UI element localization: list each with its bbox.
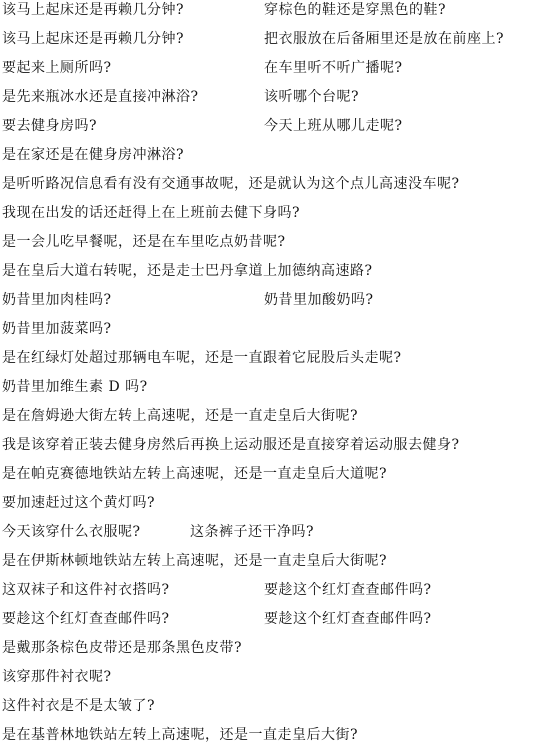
text-line [2,290,374,319]
line-text: 我是该穿着正装去健身房然后再换上运动服还是直接穿着运动服去健身? [2,437,460,453]
line-text: 该穿那件衬衣呢? [2,669,112,685]
line-text: 是听听路况信息看有没有交通事故呢，还是就认为这个点儿高速没车呢? [2,176,460,192]
line-text: 是在红绿灯处超过那辆电车呢，还是一直跟着它屁股后头走呢? [2,350,402,366]
text-line [2,232,286,261]
text-line [2,261,373,290]
text-line [2,29,505,58]
text-line [2,87,360,116]
line-text: 要去健身房吗? [2,118,98,134]
line-text: 是在家还是在健身房冲淋浴? [2,147,185,163]
line-text-right: 奶昔里加酸奶吗? [264,292,374,308]
line-text: 今天该穿什么衣服呢? [2,524,141,540]
line-text: 是戴那条棕色皮带还是那条黑色皮带? [2,640,243,656]
line-text-right: 今天上班从哪儿走呢? [264,118,403,134]
line-text-right: 要趁这个红灯查查邮件吗? [264,582,432,598]
line-text: 要趁这个红灯查查邮件吗? [2,611,170,627]
line-text: 是在基普林地铁站左转上高速呢，还是一直走皇后大街? [2,727,359,743]
line-text: 这件衬衣是不是太皱了? [2,698,156,714]
text-line [2,696,155,725]
text-line [2,522,315,551]
line-text: 是在帕克赛德地铁站左转上高速呢，还是一直走皇后大道呢? [2,466,388,482]
text-line [2,638,242,667]
text-line [2,116,403,145]
line-text: 是在皇后大道右转呢，还是走士巴丹拿道上加德纳高速路? [2,263,373,279]
text-line [2,464,387,493]
line-text-right: 穿棕色的鞋还是穿黑色的鞋? [264,2,447,18]
text-line [2,493,155,522]
line-text: 该马上起床还是再赖几分钟? [2,31,185,47]
text-line [2,319,112,348]
line-text: 是先来瓶冰水还是直接冲淋浴? [2,89,199,105]
text-line [2,0,447,29]
text-line [2,174,460,203]
text-line [2,609,432,638]
text-line [2,348,402,377]
line-text-right: 把衣服放在后备厢里还是放在前座上? [264,31,505,47]
line-text: 是在詹姆逊大街左转上高速呢，还是一直走皇后大街呢? [2,408,359,424]
text-line [2,406,358,435]
line-text: 要加速赶过这个黄灯吗? [2,495,156,511]
text-line [2,551,387,580]
line-text-right: 在车里听不听广播呢? [264,60,403,76]
line-text-right: 这条裤子还干净吗? [190,524,315,540]
text-line [2,580,432,609]
text-line [2,377,148,406]
text-line [2,435,460,464]
line-text: 该马上起床还是再赖几分钟? [2,2,185,18]
text-line [2,203,300,232]
text-line [2,667,112,696]
line-text: 奶昔里加肉桂吗? [2,292,112,308]
line-text-right: 要趁这个红灯查查邮件吗? [264,611,432,627]
text-line [2,725,358,754]
text-line [2,145,184,174]
line-text: 是一会儿吃早餐呢，还是在车里吃点奶昔呢? [2,234,286,250]
line-text-right: 该听哪个台呢? [264,89,360,105]
line-text: 奶昔里加维生素 D 吗? [2,379,148,395]
line-text: 我现在出发的话还赶得上在上班前去健下身吗? [2,205,301,221]
line-text: 是在伊斯林顿地铁站左转上高速呢，还是一直走皇后大街呢? [2,553,388,569]
line-text: 奶昔里加菠菜吗? [2,321,112,337]
line-text: 这双袜子和这件衬衣搭吗? [2,582,170,598]
text-line [2,58,403,87]
line-text: 要起来上厕所吗? [2,60,112,76]
